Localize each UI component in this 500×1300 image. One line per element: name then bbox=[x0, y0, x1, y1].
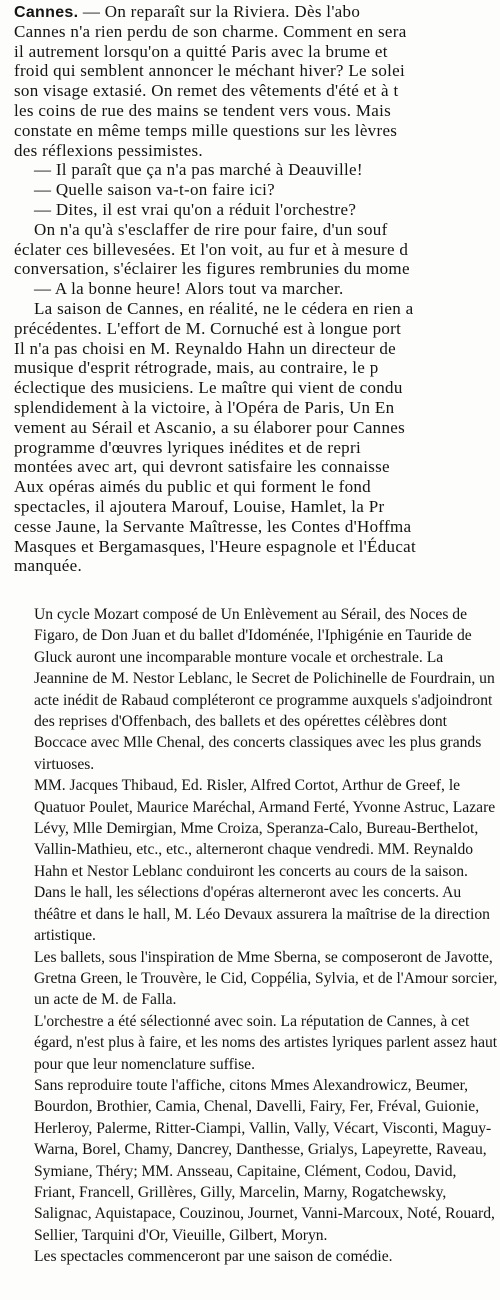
paragraph: Dans le hall, les sélections d'opéras alterneront avec les concerts. Au théâtre et dans le hall, M. Léo Devaux assurera la maîtrise de la direction artistique. bbox=[34, 884, 490, 945]
article-lower-column bbox=[20, 604, 498, 1268]
text-line: éclectique des musiciens. Le maître qui vient de condu bbox=[14, 378, 403, 398]
text-line: éclater ces billevesées. Et l'on voit, au fur et à mesure d bbox=[14, 239, 409, 259]
text-run: — On reparaît sur la Riviera. Dès l'abo bbox=[78, 2, 361, 21]
text-line: froid qui semblent annoncer le méchant hiver? Le solei bbox=[14, 61, 406, 81]
paragraph: Les spectacles commenceront par une saison de comédie. bbox=[34, 1248, 393, 1266]
text-line: manquée. bbox=[14, 556, 83, 576]
text-line: — Quelle saison va-t-on faire ici? bbox=[34, 180, 276, 200]
text-line: — Il paraît que ça n'a pas marché à Deauville! bbox=[34, 160, 363, 180]
paragraph: L'orchestre a été sélectionné avec soin. La réputation de Cannes, à cet égard, n'est plus à faire, et les noms des artistes lyriques parlent assez haut pour que leur nomenclature suffise. bbox=[34, 1012, 498, 1073]
text-line: Aux opéras aimés du public et qui forment le fond bbox=[14, 477, 371, 497]
text-line: musique d'esprit rétrograde, mais, au contraire, le p bbox=[14, 358, 379, 378]
text-line: — A la bonne heure! Alors tout va marcher. bbox=[34, 279, 344, 299]
paragraph: Les ballets, sous l'inspiration de Mme Sberna, se composeront de Javotte, Gretna Green, le Trouvère, le Cid, Coppélia, Sylvia, et de l'Amour sorcier, un acte de M. de Falla. bbox=[34, 948, 498, 1009]
text-line: il autrement lorsqu'on a quitté Paris avec la brume et bbox=[14, 41, 388, 61]
text-line: constate en même temps mille questions sur les lèvres bbox=[14, 120, 398, 140]
headword: Cannes. bbox=[14, 4, 79, 21]
text-line: — Dites, il est vrai qu'on a réduit l'orchestre? bbox=[34, 199, 357, 219]
text-line: Masques et Bergamasques, l'Heure espagnole et l'Éducat bbox=[14, 536, 417, 556]
paragraph: Un cycle Mozart composé de Un Enlèvement au Sérail, des Noces de Figaro, de Don Juan et du ballet d'Idoménée, l'Iphigénie en Tauride de Gluck auront une incomparable monture vocale et orchestrale. La Jeannine de M. Nestor Leblanc, le Secret de Polichinelle de Fourdrain, un acte inédit de Rabaud compléteront ce programme auxquels s'adjoindront des reprises d'Offenbach, des ballets et des opérettes célèbres dont Boccace avec Mlle Chenal, des concerts classiques avec les plus grands virtuoses. bbox=[34, 606, 495, 773]
text-line: On n'a qu'à s'esclaffer de rire pour faire, d'un souf bbox=[34, 219, 388, 239]
text-line: cesse Jaune, la Servante Maîtresse, les Contes d'Hoffma bbox=[14, 516, 412, 536]
text-line: vement au Sérail et Ascanio, a su élaborer pour Cannes bbox=[14, 417, 406, 437]
text-line: précédentes. L'effort de M. Cornuché est à longue port bbox=[14, 318, 402, 338]
text-line: conversation, s'éclairer les figures rembrunies du mome bbox=[14, 259, 410, 279]
text-line: Il n'a pas choisi en M. Reynaldo Hahn un directeur de bbox=[14, 338, 396, 358]
text-line: montées avec art, qui devront satisfaire les connaisse bbox=[14, 457, 390, 477]
text-line: spectacles, il ajoutera Marouf, Louise, Hamlet, la Pr bbox=[14, 496, 385, 516]
article-upper-column bbox=[14, 2, 500, 576]
text-line: son visage extasié. On remet des vêtements d'été et à t bbox=[14, 81, 399, 101]
text-line bbox=[14, 2, 500, 22]
paragraph: Sans reproduire toute l'affiche, citons Mmes Alexandrowicz, Beumer, Bourdon, Brothier, Camia, Chenal, Davelli, Fairy, Fer, Fréval, Guionie, Herleroy, Palerme, Ritter-Ciampi, Vallin, Vally, Vécart, Visconti, Maguy-Warna, Borel, Chamy, Dancrey, Danthesse, Grialys, Lapeyrette, Raveau, Symiane, Théry; MM. Ansseau, Capitaine, Clément, Codou, David, Friant, Francell, Grillères, Gilly, Marcelin, Marny, Rogatchewsky, Salignac, Aquistapace, Couzinou, Journet, Vanni-Marcoux, Noté, Rouard, Sellier, Tarquini d'Or, Vieuille, Gilbert, Moryn. bbox=[34, 1076, 495, 1244]
text-line: Cannes n'a rien perdu de son charme. Comment en sera bbox=[14, 21, 407, 41]
text-line: La saison de Cannes, en réalité, ne le cédera en rien a bbox=[34, 298, 414, 318]
paragraph: MM. Jacques Thibaud, Ed. Risler, Alfred Cortot, Arthur de Greef, le Quatuor Poulet, Maurice Maréchal, Armand Ferté, Yvonne Astruc, Lazare Lévy, Mlle Demirgian, Mme Croiza, Speranza-Calo, Bureau-Berthelot, Vallin-Mathieu, etc., etc., alterneront chaque vendredi. MM. Reynaldo Hahn et Nestor Leblanc conduiront les concerts au cours de la saison. bbox=[34, 777, 496, 880]
text-line: programme d'œuvres lyriques inédites et de repri bbox=[14, 437, 361, 457]
text-line: splendidement à la victoire, à l'Opéra de Paris, Un En bbox=[14, 397, 395, 417]
text-line: des réflexions pessimistes. bbox=[14, 140, 203, 160]
text-line: les coins de rue des mains se tendent vers vous. Mais bbox=[14, 100, 392, 120]
